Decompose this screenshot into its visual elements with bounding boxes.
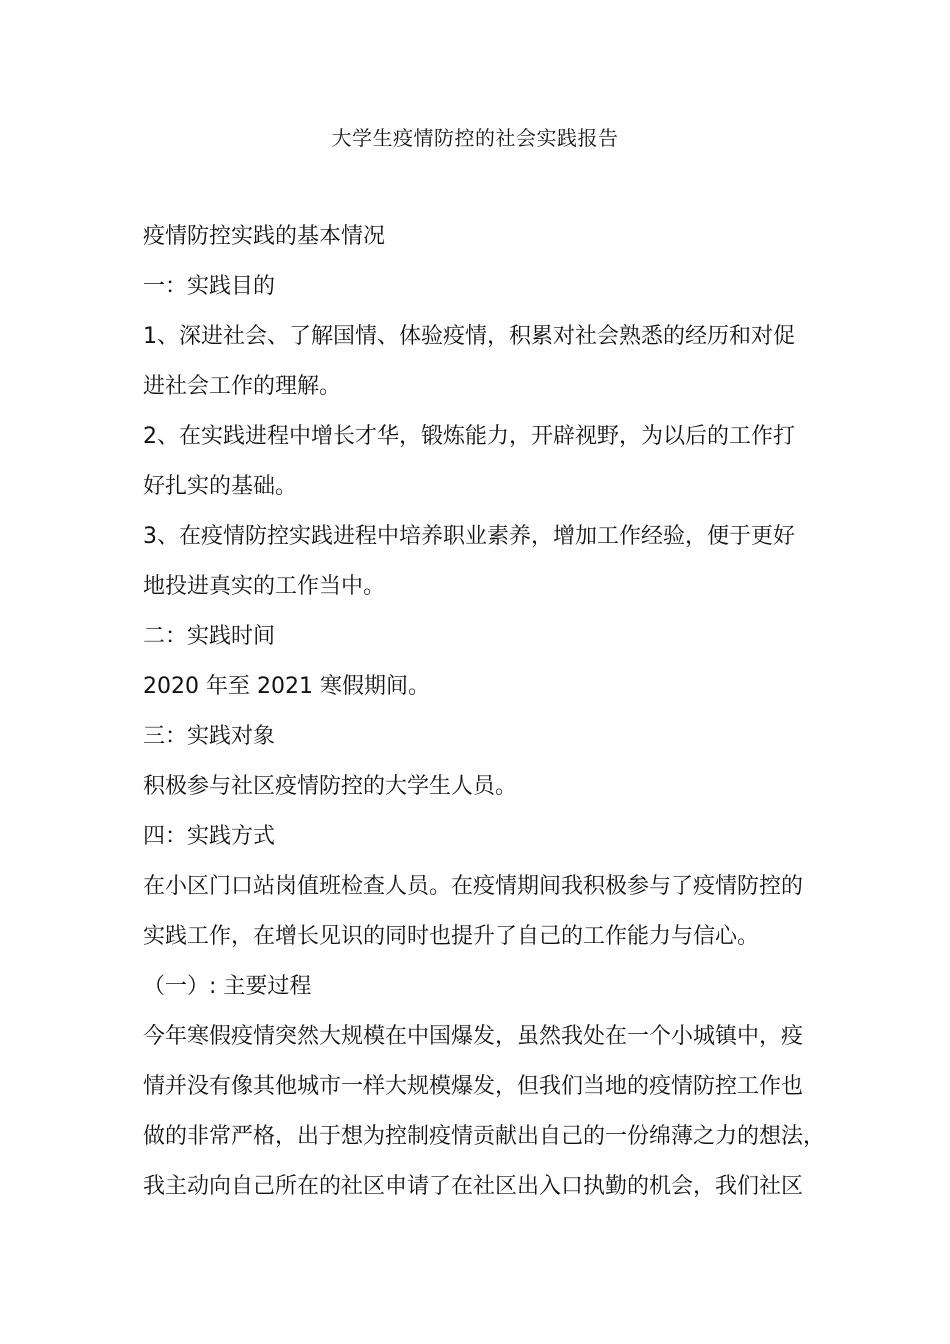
paragraph-line: 进社会工作的理解。 [143, 374, 342, 399]
paragraph-line: 2020 年至 2021 寒假期间。 [143, 674, 430, 699]
paragraph-line: 2、在实践进程中增长才华，锻炼能力，开辟视野，为以后的工作打 [143, 424, 795, 449]
paragraph-line: 我主动向自己所在的社区申请了在社区出入口执勤的机会，我们社区 [143, 1174, 804, 1199]
section-heading: 疫情防控实践的基本情况 [143, 224, 386, 249]
paragraph-line: 今年寒假疫情突然大规模在中国爆发，虽然我处在一个小城镇中，疫 [143, 1024, 804, 1049]
paragraph-line: 好扎实的基础。 [143, 474, 298, 499]
heading-target: 三：实践对象 [143, 724, 276, 749]
heading-method: 四：实践方式 [143, 824, 276, 849]
document-title: 大学生疫情防控的社会实践报告 [331, 126, 619, 150]
paragraph-line: 积极参与社区疫情防控的大学生人员。 [143, 774, 518, 799]
paragraph-line: 地投进真实的工作当中。 [143, 574, 386, 599]
paragraph-line: 做的非常严格，出于想为控制疫情贡献出自己的一份绵薄之力的想法， [143, 1124, 826, 1149]
paragraph-line: 情并没有像其他城市一样大规模爆发，但我们当地的疫情防控工作也 [143, 1074, 804, 1099]
heading-time: 二：实践时间 [143, 624, 276, 649]
heading-process: （一）: 主要过程 [143, 974, 312, 999]
heading-purpose: 一：实践目的 [143, 274, 276, 299]
paragraph-line: 实践工作，在增长见识的同时也提升了自己的工作能力与信心。 [143, 924, 760, 949]
paragraph-line: 在小区门口站岗值班检查人员。在疫情期间我积极参与了疫情防控的 [143, 874, 804, 899]
paragraph-line: 3、在疫情防控实践进程中培养职业素养，增加工作经验，便于更好 [143, 524, 795, 549]
paragraph-line: 1、深进社会、了解国情、体验疫情，积累对社会熟悉的经历和对促 [143, 324, 795, 349]
document-body [143, 212, 826, 1212]
